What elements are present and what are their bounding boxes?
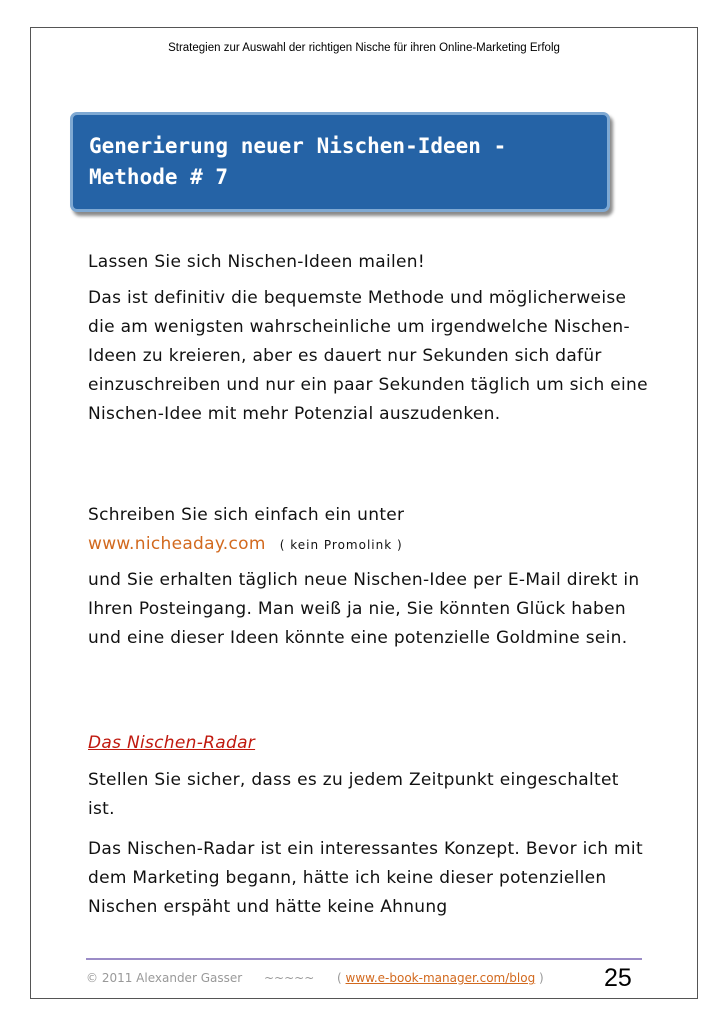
running-header: Strategien zur Auswahl der richtigen Nische für ihren Online-Marketing Erfolg [168,42,560,54]
page-number: 25 [604,964,632,992]
intro-line: Lassen Sie sich Nischen-Ideen mailen! [88,252,425,272]
paragraph-method-description: Das ist definitiv die bequemste Methode und möglicherweise die am wenigsten wahrscheinliche um irgendwelche Nischen-Ideen zu kreieren, aber es dauert nur Sekunden sich dafür einzuschreiben und nur ein paar Sekunden täglich um sich eine Nischen-Idee mit mehr Potenzial auszudenken. [88,288,648,424]
footer-paren-close: ) [539,971,544,985]
section-subheading [88,729,648,758]
chapter-title: Generierung neuer Nischen-Ideen - Methode # 7 [89,134,507,189]
signup-text: Schreiben Sie sich einfach ein unter [88,505,405,525]
footer-rule [86,958,642,960]
promolink-note: ( kein Promolink ) [279,538,403,552]
footer-paren-open: ( [337,971,342,985]
paragraph-email-ideas: und Sie erhalten täglich neue Nischen-Idee per E-Mail direkt in Ihren Posteingang. Man weiß ja nie, Sie könnten Glück haben und eine dieser Ideen könnte eine potenzielle Goldmine sein. [88,570,640,648]
paragraph-radar-intro: Stellen Sie sicher, dass es zu jedem Zeitpunkt eingeschaltet ist. [88,770,619,819]
subheading-nischen-radar: Das Nischen-Radar [88,733,256,753]
footer-tilde: ~~~~~ [264,971,315,985]
nicheaday-link[interactable]: www.nicheaday.com [88,534,266,554]
footer-link-group [337,971,544,985]
paragraph-radar-concept: Das Nischen-Radar ist ein interessantes Konzept. Bevor ich mit dem Marketing begann, hätte ich keine dieser potenziellen Nischen erspäht und hätte keine Ahnung [88,839,643,917]
footer-blog-link[interactable]: www.e-book-manager.com/blog [345,971,536,985]
paragraph-signup [88,501,648,560]
chapter-banner [70,112,610,212]
footer-copyright: © 2011 Alexander Gasser [86,971,243,985]
